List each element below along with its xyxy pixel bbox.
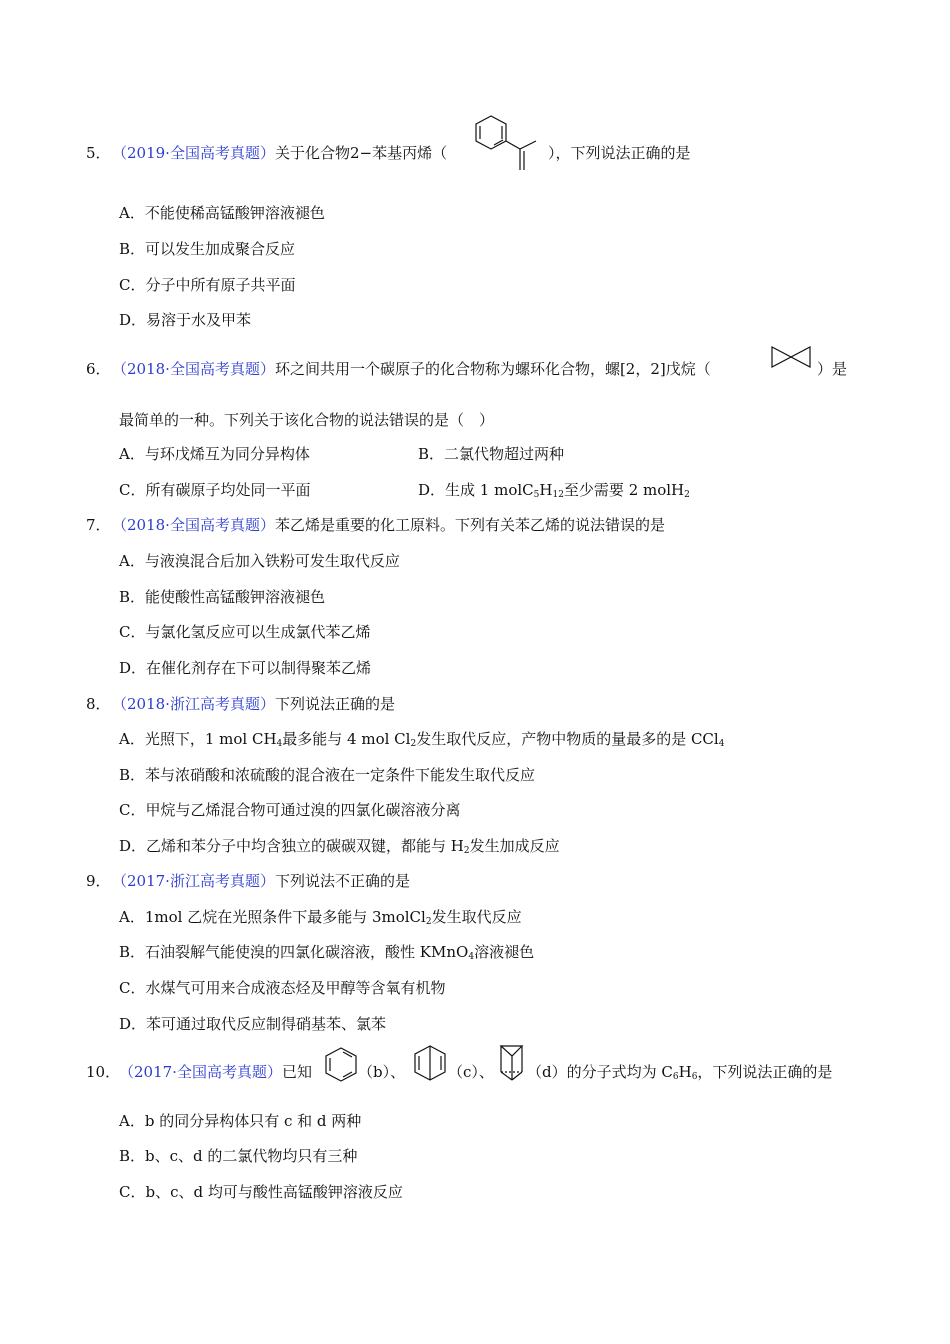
subscript: 4 (468, 952, 475, 962)
question-number: 8． (86, 695, 111, 713)
question-stem (112, 143, 447, 163)
text: 发生加成反应 (469, 837, 560, 855)
subscript: 4 (276, 739, 283, 749)
option-c: C．所有碳原子均处同一平面 (119, 481, 311, 499)
question-number: 5． (86, 144, 111, 162)
text: D．乙烯和苯分子中均含独立的碳碳双键，都能与 H (119, 837, 464, 855)
question-stem (112, 359, 711, 379)
dewar-benzene-structure (412, 1044, 448, 1084)
question-stem (112, 515, 665, 535)
stem-text: 关于化合物2−苯基丙烯（ (274, 144, 448, 162)
stem-tail (527, 1062, 832, 1082)
subscript: 5 (533, 490, 540, 500)
option-a (119, 907, 522, 927)
option-b: B．b、c、d 的二氯代物均只有三种 (119, 1147, 358, 1165)
stem-text: 苯乙烯是重要的化工原料。下列有关苯乙烯的说法错误的是 (274, 516, 665, 534)
subscript: 4 (718, 739, 725, 749)
question-number: 9． (86, 872, 111, 890)
option-a: A．与环戊烯互为同分异构体 (119, 445, 310, 463)
text: 溶液褪色 (474, 943, 535, 961)
question-number: 10． (86, 1063, 121, 1081)
spiropentane-structure (770, 345, 814, 371)
option-c: C．甲烷与乙烯混合物可通过溴的四氯化碳溶液分离 (119, 801, 461, 819)
label-b: （b）、 (358, 1063, 406, 1081)
stem-text: 下列说法不正确的是 (274, 872, 410, 890)
text: ，下列说法正确的是 (697, 1063, 833, 1081)
subscript: 6 (672, 1072, 679, 1082)
text: 发生取代反应 (431, 908, 522, 926)
question-number: 6． (86, 360, 111, 378)
question-source: （2017·浙江高考真题） (112, 872, 275, 890)
subscript: 2 (463, 846, 470, 856)
question-stem (112, 871, 410, 891)
subscript: 2 (425, 917, 432, 927)
option-a (119, 729, 724, 749)
question-source: （2018·全国高考真题） (112, 360, 275, 378)
subscript: 2 (684, 490, 690, 500)
question-stem (112, 694, 395, 714)
text: 至少需要 2 molH (563, 481, 685, 499)
option-b: B．二氯代物超过两种 (418, 445, 565, 463)
option-d (418, 480, 690, 500)
question-source: （2018·浙江高考真题） (112, 695, 275, 713)
option-b (119, 942, 534, 962)
option-a: A．与液溴混合后加入铁粉可发生取代反应 (119, 552, 400, 570)
question-number: 7． (86, 516, 111, 534)
option-d: D．易溶于水及甲苯 (119, 311, 252, 329)
option-b: B．苯与浓硝酸和浓硫酸的混合液在一定条件下能发生取代反应 (119, 766, 536, 784)
stem-tail: ）是 (817, 360, 848, 378)
option-a: A．b 的同分异构体只有 c 和 d 两种 (119, 1112, 362, 1130)
question-stem (119, 1062, 312, 1082)
option-d: D．在催化剂存在下可以制得聚苯乙烯 (119, 659, 372, 677)
stem-tail: ），下列说法正确的是 (548, 144, 691, 162)
question-source: （2018·全国高考真题） (112, 516, 275, 534)
option-c: C．与氯化氢反应可以生成氯代苯乙烯 (119, 623, 371, 641)
option-d: D．苯可通过取代反应制得硝基苯、氯苯 (119, 1015, 387, 1033)
text: A．光照下，1 mol CH (119, 730, 277, 748)
stem-text: 已知 (281, 1063, 312, 1081)
text: D．生成 1 molC (418, 481, 534, 499)
stem-continued: 最简单的一种。下列关于该化合物的说法错误的是（ ） (119, 411, 495, 429)
text: A．1mol 乙烷在光照条件下最多能与 3molCl (119, 908, 426, 926)
text: H (539, 481, 553, 499)
benzene-structure (323, 1046, 359, 1084)
option-b: B．能使酸性高锰酸钾溶液褪色 (119, 588, 326, 606)
subscript: 12 (552, 490, 564, 500)
question-source: （2017·全国高考真题） (119, 1063, 282, 1081)
option-a: A．不能使稀高锰酸钾溶液褪色 (119, 204, 325, 222)
subscript: 2 (410, 739, 417, 749)
stem-text: 环之间共用一个碳原子的化合物称为螺环化合物，螺[2，2]戊烷（ (274, 360, 711, 378)
text: （d）的分子式均为 C (527, 1063, 673, 1081)
text: B．石油裂解气能使溴的四氯化碳溶液，酸性 KMnO (119, 943, 469, 961)
question-source: （2019·全国高考真题） (112, 144, 275, 162)
text: 最多能与 4 mol Cl (282, 730, 411, 748)
prismane-structure (498, 1042, 526, 1086)
phenylpropene-structure (470, 110, 550, 174)
option-b: B．可以发生加成聚合反应 (119, 240, 296, 258)
subscript: 6 (691, 1072, 698, 1082)
stem-text: 下列说法正确的是 (274, 695, 395, 713)
option-c: C．水煤气可用来合成液态烃及甲醇等含氧有机物 (119, 979, 446, 997)
option-c: C．b、c、d 均可与酸性高锰酸钾溶液反应 (119, 1183, 403, 1201)
option-d (119, 836, 560, 856)
text: H (678, 1063, 692, 1081)
option-c: C．分子中所有原子共平面 (119, 276, 296, 294)
label-c: （c）、 (448, 1063, 494, 1081)
text: 发生取代反应，产物中物质的量最多的是 CCl (416, 730, 719, 748)
